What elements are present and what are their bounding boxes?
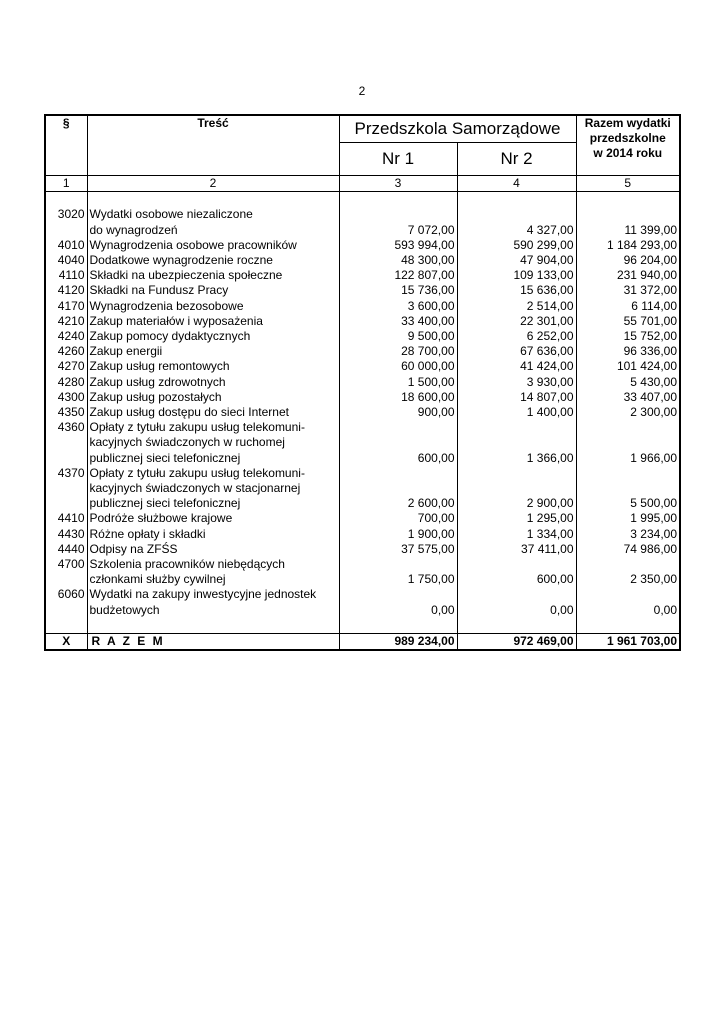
row-value-nr2 (457, 481, 576, 496)
row-value-total: 96 336,00 (576, 344, 680, 359)
row-value-nr2 (457, 587, 576, 602)
table-row (45, 420, 680, 435)
total-row (45, 634, 680, 651)
row-description: do wynagrodzeń (87, 223, 339, 238)
row-value-total: 101 424,00 (576, 359, 680, 374)
row-description: Zakup usług zdrowotnych (87, 375, 339, 390)
row-value-nr2: 1 366,00 (457, 451, 576, 466)
table-row (45, 329, 680, 344)
row-code (45, 435, 87, 450)
row-value-nr2: 0,00 (457, 603, 576, 618)
row-description: Podróże służbowe krajowe (87, 511, 339, 526)
table-row (45, 253, 680, 268)
row-description: Dodatkowe wynagrodzenie roczne (87, 253, 339, 268)
row-code: 4300 (45, 390, 87, 405)
row-value-total: 0,00 (576, 603, 680, 618)
row-code: 4240 (45, 329, 87, 344)
row-value-total: 74 986,00 (576, 542, 680, 557)
header-total-line2: przedszkolne (589, 131, 666, 146)
row-value-nr2: 590 299,00 (457, 238, 576, 253)
total-value-total: 1 961 703,00 (576, 634, 680, 651)
row-description: Zakup usług pozostałych (87, 390, 339, 405)
table-row (45, 223, 680, 238)
column-number: 2 (87, 176, 339, 192)
table-row (45, 344, 680, 359)
table-row (45, 466, 680, 481)
header-group: Przedszkola Samorządowe (339, 115, 576, 143)
total-label: R A Z E M (87, 634, 339, 651)
column-number-row (45, 176, 680, 192)
row-description: Wynagrodzenia osobowe pracowników (87, 238, 339, 253)
column-number: 1 (45, 176, 87, 192)
row-value-nr1 (339, 435, 457, 450)
row-description: Zakup usług dostępu do sieci Internet (87, 405, 339, 420)
row-code (45, 451, 87, 466)
total-value-nr2: 972 469,00 (457, 634, 576, 651)
row-code (45, 603, 87, 618)
row-code: 6060 (45, 587, 87, 602)
row-value-total (576, 587, 680, 602)
row-value-total: 1 995,00 (576, 511, 680, 526)
row-code: 4260 (45, 344, 87, 359)
row-value-total: 6 114,00 (576, 299, 680, 314)
row-value-nr2 (457, 557, 576, 572)
table-row (45, 207, 680, 222)
row-value-nr2: 6 252,00 (457, 329, 576, 344)
row-value-nr1: 7 072,00 (339, 223, 457, 238)
row-description: publicznej sieci telefonicznej (87, 496, 339, 511)
table-row (45, 527, 680, 542)
table-row (45, 390, 680, 405)
row-code: 4270 (45, 359, 87, 374)
table-row (45, 511, 680, 526)
row-value-nr2 (457, 435, 576, 450)
row-code: 4350 (45, 405, 87, 420)
row-value-nr1 (339, 557, 457, 572)
row-code: 4410 (45, 511, 87, 526)
row-value-nr1 (339, 587, 457, 602)
row-value-total (576, 481, 680, 496)
row-value-nr1: 18 600,00 (339, 390, 457, 405)
row-value-total: 3 234,00 (576, 527, 680, 542)
column-number: 5 (576, 176, 680, 192)
row-value-nr1: 37 575,00 (339, 542, 457, 557)
row-value-nr2: 3 930,00 (457, 375, 576, 390)
row-value-nr1 (339, 420, 457, 435)
table-row (45, 557, 680, 572)
table-row (45, 542, 680, 557)
header-content: Treść (87, 115, 339, 176)
row-description: Opłaty z tytułu zakupu usług telekomuni- (87, 420, 339, 435)
row-value-nr1: 700,00 (339, 511, 457, 526)
row-value-nr2: 22 301,00 (457, 314, 576, 329)
row-value-nr1: 600,00 (339, 451, 457, 466)
row-value-total: 5 430,00 (576, 375, 680, 390)
row-value-nr2: 4 327,00 (457, 223, 576, 238)
column-number: 3 (339, 176, 457, 192)
header-row-top (45, 115, 680, 143)
row-value-total (576, 435, 680, 450)
row-value-total (576, 207, 680, 222)
table-row (45, 572, 680, 587)
row-value-nr1: 33 400,00 (339, 314, 457, 329)
row-value-nr1: 9 500,00 (339, 329, 457, 344)
row-code: 4210 (45, 314, 87, 329)
row-value-nr2: 47 904,00 (457, 253, 576, 268)
row-value-nr2: 2 900,00 (457, 496, 576, 511)
spacer-row (45, 618, 680, 634)
row-value-nr1: 3 600,00 (339, 299, 457, 314)
table-row (45, 314, 680, 329)
row-value-nr1: 122 807,00 (339, 268, 457, 283)
row-description: Składki na ubezpieczenia społeczne (87, 268, 339, 283)
row-code: 4280 (45, 375, 87, 390)
row-code: 4110 (45, 268, 87, 283)
row-value-nr2: 41 424,00 (457, 359, 576, 374)
row-value-total: 2 300,00 (576, 405, 680, 420)
table-row (45, 299, 680, 314)
page-number: 2 (358, 84, 366, 98)
row-value-nr1 (339, 481, 457, 496)
total-value-nr1: 989 234,00 (339, 634, 457, 651)
row-description: Wynagrodzenia bezosobowe (87, 299, 339, 314)
table-row (45, 375, 680, 390)
row-value-nr1: 48 300,00 (339, 253, 457, 268)
row-value-nr1: 900,00 (339, 405, 457, 420)
row-value-total (576, 466, 680, 481)
row-value-nr1: 1 500,00 (339, 375, 457, 390)
row-value-nr2: 14 807,00 (457, 390, 576, 405)
row-value-total: 31 372,00 (576, 283, 680, 298)
row-value-nr1: 60 000,00 (339, 359, 457, 374)
row-value-total (576, 420, 680, 435)
table-row (45, 481, 680, 496)
row-value-nr1: 1 750,00 (339, 572, 457, 587)
row-code: 4040 (45, 253, 87, 268)
table-row (45, 496, 680, 511)
row-code: 4700 (45, 557, 87, 572)
header-nr2: Nr 2 (457, 143, 576, 176)
table-row (45, 587, 680, 602)
table-row (45, 435, 680, 450)
total-code: X (45, 634, 87, 651)
table-row (45, 283, 680, 298)
column-number: 4 (457, 176, 576, 192)
row-description: Różne opłaty i składki (87, 527, 339, 542)
row-description: Odpisy na ZFŚS (87, 542, 339, 557)
row-code: 4010 (45, 238, 87, 253)
row-value-nr2 (457, 420, 576, 435)
row-code: 4360 (45, 420, 87, 435)
row-value-nr2 (457, 466, 576, 481)
table-row (45, 359, 680, 374)
row-code (45, 496, 87, 511)
row-value-nr2: 1 334,00 (457, 527, 576, 542)
row-value-nr2: 67 636,00 (457, 344, 576, 359)
budget-table (44, 114, 681, 651)
row-value-nr1: 2 600,00 (339, 496, 457, 511)
row-value-total: 5 500,00 (576, 496, 680, 511)
row-value-nr1 (339, 207, 457, 222)
row-value-nr2 (457, 207, 576, 222)
row-description: kacyjnych świadczonych w stacjonarnej (87, 481, 339, 496)
table-row (45, 405, 680, 420)
row-description: publicznej sieci telefonicznej (87, 451, 339, 466)
row-description: Wydatki osobowe niezaliczone (87, 207, 339, 222)
spacer-row (45, 192, 680, 208)
header-total-line3: w 2014 roku (593, 146, 663, 161)
row-value-nr1: 1 900,00 (339, 527, 457, 542)
header-total-line1: Razem wydatki (584, 116, 671, 130)
row-code: 4430 (45, 527, 87, 542)
row-value-nr2: 109 133,00 (457, 268, 576, 283)
table-row (45, 603, 680, 618)
row-value-total: 11 399,00 (576, 223, 680, 238)
table-row (45, 451, 680, 466)
row-code: 3020 (45, 207, 87, 222)
row-value-nr2: 2 514,00 (457, 299, 576, 314)
row-value-nr1: 0,00 (339, 603, 457, 618)
row-value-total: 1 184 293,00 (576, 238, 680, 253)
header-nr1: Nr 1 (339, 143, 457, 176)
row-description: kacyjnych świadczonych w ruchomej (87, 435, 339, 450)
row-code: 4440 (45, 542, 87, 557)
row-value-nr1: 593 994,00 (339, 238, 457, 253)
row-description: Składki na Fundusz Pracy (87, 283, 339, 298)
row-value-nr1: 15 736,00 (339, 283, 457, 298)
row-description: Zakup materiałów i wyposażenia (87, 314, 339, 329)
row-value-nr2: 1 400,00 (457, 405, 576, 420)
row-code (45, 481, 87, 496)
header-paragraph: § (45, 115, 87, 176)
row-value-total: 231 940,00 (576, 268, 680, 283)
row-code (45, 223, 87, 238)
row-value-total: 96 204,00 (576, 253, 680, 268)
row-description: Szkolenia pracowników niebędących (87, 557, 339, 572)
row-code: 4120 (45, 283, 87, 298)
row-value-nr2: 37 411,00 (457, 542, 576, 557)
table-row (45, 268, 680, 283)
row-value-nr1: 28 700,00 (339, 344, 457, 359)
row-description: budżetowych (87, 603, 339, 618)
row-value-total: 55 701,00 (576, 314, 680, 329)
row-description: Zakup pomocy dydaktycznych (87, 329, 339, 344)
row-value-total: 15 752,00 (576, 329, 680, 344)
row-description: Zakup energii (87, 344, 339, 359)
row-value-nr1 (339, 466, 457, 481)
row-description: Zakup usług remontowych (87, 359, 339, 374)
row-value-nr2: 1 295,00 (457, 511, 576, 526)
row-description: Wydatki na zakupy inwestycyjne jednostek (87, 587, 339, 602)
row-value-total: 33 407,00 (576, 390, 680, 405)
header-total (576, 115, 680, 176)
row-code (45, 572, 87, 587)
row-description: członkami służby cywilnej (87, 572, 339, 587)
row-value-total (576, 557, 680, 572)
row-value-nr2: 600,00 (457, 572, 576, 587)
row-value-total: 2 350,00 (576, 572, 680, 587)
row-value-total: 1 966,00 (576, 451, 680, 466)
table-row (45, 238, 680, 253)
row-description: Opłaty z tytułu zakupu usług telekomuni- (87, 466, 339, 481)
row-value-nr2: 15 636,00 (457, 283, 576, 298)
row-code: 4170 (45, 299, 87, 314)
row-code: 4370 (45, 466, 87, 481)
